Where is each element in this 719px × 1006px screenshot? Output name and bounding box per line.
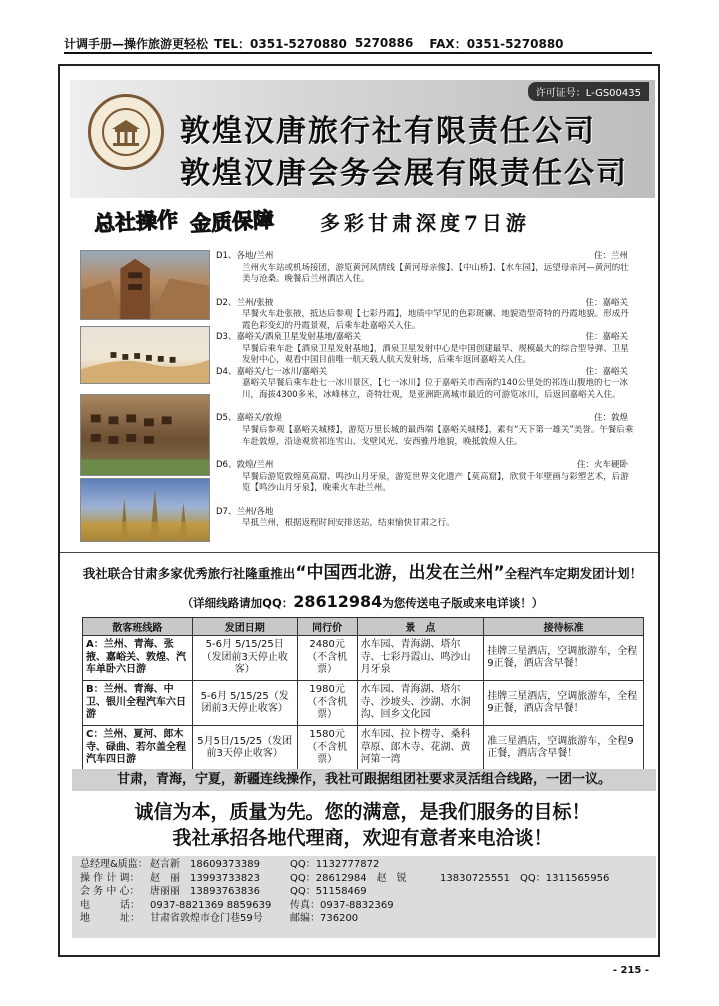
- table-row: [83, 636, 644, 681]
- day-desc: 早餐火车赴张掖，抵达后参观【七彩丹霞】，地质中罕见的色彩斑斓、地貌造型奇特的丹霞地貌。形成丹霞色彩变幻的丹霞景观，后乘车赴嘉峪关入住。: [242, 309, 629, 331]
- itinerary-day: [216, 332, 636, 367]
- contact-row: [80, 885, 648, 899]
- day-stay: 住：嘉峪关: [585, 332, 628, 343]
- page-number: - 215 -: [612, 965, 649, 976]
- day-desc: 嘉峪关早餐后乘车赴七一冰川景区，【七一冰川】位于嘉峪关市西南约140公里处的祁连山腹地的七一冰川，海拔4300多米，冰峰林立，奇特壮观，是亚洲距离城市最近的可游览冰川，后返回嘉峪关入住。: [242, 378, 628, 400]
- tour-title: 多彩甘肃深度7日游: [320, 210, 530, 235]
- day-title: D4、嘉峪关/七一冰川/嘉峪关: [216, 366, 328, 377]
- day-desc: 早餐后乘车赴【酒泉卫星发射基地】，酒泉卫星发射中心是中国创建最早、规模最大的综合型导弹、卫星发射中心，观看中国目前唯一航天载人航天发射场，后乘车返回嘉峪关入住。: [242, 343, 629, 366]
- itinerary-day: [216, 298, 636, 333]
- itinerary: [216, 251, 636, 530]
- permit-number: 许可证号：L-GS00435: [528, 82, 649, 101]
- route-date: 5月5日/15/25（发团前3天停止收客）: [192, 726, 297, 771]
- contact-label: 会 务 中 心：: [80, 886, 140, 897]
- promo-headline: [70, 558, 655, 583]
- contact-label: 电 话：: [80, 899, 140, 911]
- contact-row: [80, 912, 648, 926]
- contact-row: [80, 872, 648, 886]
- route-spots: 水车园、青海湖、塔尔寺、沙坡头、沙湖、水洞沟、回乡文化园: [357, 681, 484, 726]
- itinerary-day: [216, 460, 636, 507]
- qq-suffix: 为您传送电子版或来电详谈！）: [382, 596, 544, 610]
- contact-label: 总经理&质监：: [80, 859, 148, 870]
- qq-line: [70, 592, 655, 611]
- route-name: B：兰州、青海、中卫、银川全程汽车六日游: [83, 681, 193, 726]
- itinerary-day: [216, 367, 636, 414]
- photo-mogao-cliff: [80, 394, 210, 476]
- logo-emblem-icon: [102, 108, 150, 156]
- day-desc: 兰州火车站或机场接团，游览黄河风情线【黄河母亲像】、【中山桥】、【水车园】，远望母亲河—黄河的壮美与沧桑。晚餐后兰州酒店入住。: [242, 262, 629, 285]
- day-title: D5、嘉峪关/敦煌: [216, 413, 282, 424]
- contact-fax: 传真：0937-8832369: [290, 899, 394, 911]
- route-date: 5-6月 5/15/25日（发团前3天停止收客）: [192, 636, 297, 681]
- contact-value: 0937-8821369 8859639: [150, 899, 272, 911]
- contact-qq: QQ：1132777872: [290, 859, 380, 870]
- route-price: 1580元（不含机票）: [297, 726, 357, 771]
- contacts-block: [72, 856, 656, 938]
- col-route: 散客班线路: [83, 618, 193, 636]
- route-standard: 挂牌三星酒店，空调旅游车，全程9正餐，酒店含早餐！: [484, 636, 644, 681]
- contact-row: [80, 899, 648, 913]
- qq-prefix: （详细线路请加QQ：: [181, 596, 294, 610]
- day-desc: 早餐后参观【嘉峪关城楼】，游览万里长城的最西端【嘉峪关城楼】，素有“天下第一雄关”美誉。午餐后乘车赴敦煌，沿途观赏祁连雪山、戈壁风光、安西雅丹地貌，晚抵敦煌入住。: [242, 424, 634, 447]
- table-row: [83, 681, 644, 726]
- promo-prefix: 我社联合甘肃多家优秀旅行社隆重推出: [82, 566, 296, 581]
- contact-value: 赵言新 18609373389: [150, 859, 260, 870]
- photo-camel-caravan: [80, 326, 210, 384]
- contact-label: 操 作 计 调：: [80, 872, 140, 884]
- day-stay: 住：敦煌: [593, 413, 628, 424]
- route-date: 5-6月 5/15/25（发团前3天停止收客）: [192, 681, 297, 726]
- company-name-conference: 敦煌汉唐会务会展有限责任公司: [180, 156, 628, 191]
- photo-grottoes: [80, 250, 210, 320]
- contact-qq: QQ：28612984 赵 锐: [290, 872, 407, 884]
- day-title: D2、兰州/张掖: [216, 297, 274, 308]
- day-desc: 早餐后游览敦煌莫高窟、鸣沙山月牙泉，游览世界文化遗产【莫高窟】，欣赏千年壁画与彩塑艺术，后游览【鸣沙山月牙泉】，晚乘火车赴兰州。: [242, 471, 629, 494]
- route-standard: 挂牌三星酒店，空调旅游车，全程9正餐，酒店含早餐！: [484, 681, 644, 726]
- col-standard: 接待标准: [484, 618, 644, 636]
- col-date: 发团日期: [192, 618, 297, 636]
- contact-value: 甘肃省敦煌市仓门巷59号: [150, 913, 263, 924]
- handbook-slogan: 计调手册—操作旅游更轻松: [64, 36, 209, 51]
- table-row: [83, 726, 644, 771]
- day-title: D3、嘉峪关/酒泉卫星发射基地/嘉峪关: [216, 332, 362, 343]
- route-standard: 准三星酒店，空调旅游车，全程9正餐，酒店含早餐！: [484, 726, 644, 771]
- itinerary-day: [216, 507, 636, 531]
- day-title: D7、兰州/各地: [216, 506, 274, 517]
- combo-line: 甘肃，青海，宁夏，新疆连线操作，我社可跟据组团社要求灵活组合线路，一团一议。: [72, 769, 656, 791]
- contact-label: 地 址：: [80, 913, 140, 924]
- contact-extra: 13830725551 QQ：1311565956: [440, 872, 610, 884]
- contact-row: [80, 858, 648, 872]
- section-divider: [60, 552, 658, 553]
- contact-value: 赵 丽 13993733823: [150, 872, 260, 884]
- qq-number: 28612984: [293, 592, 383, 611]
- badge-quality: 金质保障: [189, 207, 275, 237]
- badge-operation: 总社操作: [93, 207, 179, 237]
- slogan-row: [88, 203, 568, 239]
- col-price: 同行价: [297, 618, 357, 636]
- route-spots: 水车园、拉卜楞寺、桑科草原、郎木寺、花湖、黄河第一湾: [357, 726, 484, 771]
- day-desc: 早抵兰州，根据返程时间安排送站，结束愉快甘肃之行。: [242, 518, 455, 529]
- contact-value: 唐丽丽 13893763836: [150, 886, 260, 897]
- company-header: [70, 80, 655, 198]
- contact-qq: QQ：51158469: [290, 886, 367, 897]
- day-title: D1、各地/兰州: [216, 251, 274, 261]
- route-name: C：兰州、夏河、郎木寺、碌曲、若尔盖全程汽车四日游: [83, 726, 193, 771]
- tel-number: TEL：0351-5270880: [214, 36, 347, 51]
- top-bar: [64, 34, 652, 54]
- promo-suffix: 全程汽车定期发团计划！: [504, 566, 643, 581]
- day-stay: 住：嘉峪关: [585, 297, 628, 308]
- contact-postcode: 邮编：736200: [290, 913, 359, 924]
- itinerary-day: [216, 251, 636, 298]
- route-table: [82, 617, 644, 771]
- route-price: 2480元（不含机票）: [297, 636, 357, 681]
- promo-slogan: “中国西北游，出发在兰州”: [295, 563, 505, 583]
- company-logo: [88, 94, 164, 170]
- col-spots: 景 点: [357, 618, 484, 636]
- route-spots: 水车园、青海湖、塔尔寺、七彩丹霞山、鸣沙山月牙泉: [357, 636, 484, 681]
- day-stay: 住：嘉峪关: [585, 366, 628, 377]
- day-stay: 住：兰州: [593, 251, 628, 261]
- motto-line-1: 诚信为本，质量为先。您的满意，是我们服务的目标！: [134, 801, 591, 823]
- tel-number-2: 5270886: [354, 36, 414, 50]
- day-stay: 住：火车硬卧: [576, 459, 628, 470]
- day-title: D6、敦煌/兰州: [216, 459, 274, 470]
- table-header-row: [83, 618, 644, 636]
- fax-number: FAX：0351-5270880: [429, 36, 564, 51]
- company-name-travel: 敦煌汉唐旅行社有限责任公司: [180, 114, 596, 149]
- motto-line-2: 我社承招各地代理商，欢迎有意者来电洽谈！: [172, 827, 553, 849]
- route-name: A：兰州、青海、张掖、嘉峪关、敦煌、汽车单卧六日游: [83, 636, 193, 681]
- route-price: 1980元（不含机票）: [297, 681, 357, 726]
- photo-pagodas: [80, 478, 210, 542]
- itinerary-day: [216, 413, 636, 460]
